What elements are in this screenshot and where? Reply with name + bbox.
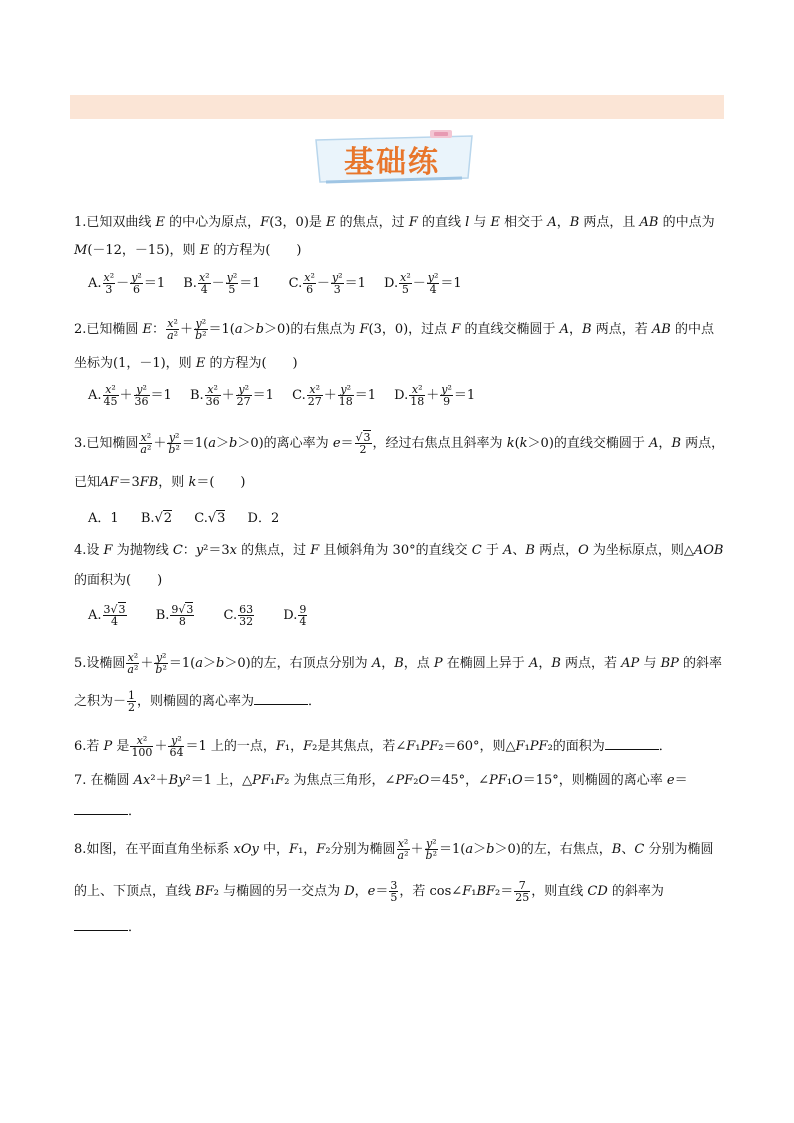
q4-option-c[interactable]: C. $\frac{63}{32}$ [223, 603, 254, 628]
header-band [70, 95, 724, 119]
question-2-options [88, 384, 489, 407]
question-7-line-2: ． [74, 802, 724, 822]
question-5-line-1: 5.设椭圆 $\frac{\text{x²}}{\text{a²}}$ ＋ $\frac{\text{y²}}{\text{b²}}$ ＝1(a＞b＞0)的左，右顶点分别为 A，B，点 P 在椭圆上异于 A，B 两点，若 AP 与 BP 的斜率 [74, 651, 723, 676]
section-banner [312, 130, 482, 188]
q1-option-a[interactable]: A. $\frac{\text{x²}}{3}$ － $\frac{\text{y²}}{6}$ ＝1 [88, 271, 166, 296]
question-2-line-2: 坐标为(1，－1)，则 E 的方程为( ) [74, 356, 298, 371]
question-8-line-3: ． [74, 918, 724, 938]
question-4-line-1: 4.设 F 为抛物线 C：y²＝3x 的焦点，过 F 且倾斜角为 30°的直线交 C 于 A、B 两点，O 为坐标原点，则△AOB [74, 543, 724, 558]
q2-option-d[interactable]: D. $\frac{\text{x²}}{18}$ ＋ $\frac{\text{y²}}{9}$ ＝1 [394, 383, 476, 408]
question-1-line-1: 1.已知双曲线 E 的中心为原点，F(3，0)是 E 的焦点，过 F 的直线 l 与 E 相交于 A，B 两点，且 AB 的中点为 [74, 215, 715, 230]
q4-option-a[interactable]: A. $\frac{3√3}{4}$ [88, 603, 126, 628]
answer-blank[interactable] [74, 918, 128, 931]
answer-blank[interactable] [74, 802, 128, 815]
q4-option-d[interactable]: D. $\frac{9}{4}$ [283, 603, 307, 628]
q1-option-d[interactable]: D. $\frac{\text{x²}}{5}$ － $\frac{\text{y²}}{4}$ ＝1 [384, 271, 462, 296]
q3-option-c[interactable]: C.√3 [194, 511, 226, 526]
question-5-line-2: 之积为－ $\frac{1}{2}$ ，则椭圆的离心率为 ． [74, 689, 322, 714]
answer-blank[interactable] [605, 737, 659, 750]
q3-option-d[interactable]: D．2 [247, 511, 280, 526]
q3-option-a[interactable]: A．1 [88, 511, 119, 526]
question-8-line-1: 8.如图，在平面直角坐标系 xOy 中，F₁，F₂分别为椭圆 $\frac{\text{x²}}{\text{a²}}$ ＋ $\frac{\text{y²}}{\text{b²}}$ ＝1(a＞b＞0)的左，右焦点，B、C 分别为椭圆 [74, 837, 714, 862]
q2-option-b[interactable]: B. $\frac{\text{x²}}{36}$ ＋ $\frac{\text{y²}}{27}$ ＝1 [189, 383, 274, 408]
q1-option-c[interactable]: C. $\frac{\text{x²}}{6}$ － $\frac{\text{y²}}{3}$ ＝1 [288, 271, 366, 296]
question-3-line-2: 已知AF＝3FB，则 k＝( ) [74, 475, 246, 490]
question-4-line-2: 的面积为( ) [74, 573, 163, 588]
q2-option-c[interactable]: C. $\frac{\text{x²}}{27}$ ＋ $\frac{\text{y²}}{18}$ ＝1 [292, 383, 377, 408]
question-7-line-1: 7. 在椭圆 Ax²＋By²＝1 上，△PF₁F₂ 为焦点三角形，∠PF₂O＝45°，∠PF₁O＝15°，则椭圆的离心率 e＝ [74, 773, 688, 788]
question-1-line-2: M(－12，－15)，则 E 的方程为( ) [74, 243, 302, 258]
question-8-line-2: 的上、下顶点，直线 BF₂ 与椭圆的另一交点为 D，e＝ $\frac{3}{5}$ ，若 cos∠F₁BF₂＝ $\frac{7}{25}$ ，则直线 CD 的斜率为 [74, 879, 664, 904]
question-6-line-1: 6.若 P 是 $\frac{\text{x²}}{100}$ ＋ $\frac{\text{y²}}{64}$ ＝1 上的一点，F₁，F₂是其焦点，若∠F₁PF₂＝60°，则△F₁PF₂的面积为 ． [74, 734, 672, 759]
question-4-options [88, 604, 322, 627]
question-1-options [88, 272, 476, 295]
q1-option-b[interactable]: B. $\frac{\text{x²}}{4}$ － $\frac{\text{y²}}{5}$ ＝1 [183, 271, 261, 296]
page-title: 基础练 [344, 145, 440, 180]
question-3-options [88, 509, 293, 530]
answer-blank[interactable] [254, 692, 308, 705]
q2-option-a[interactable]: A. $\frac{\text{x²}}{45}$ ＋ $\frac{\text{y²}}{36}$ ＝1 [88, 383, 172, 408]
q4-option-b[interactable]: B. $\frac{9√3}{8}$ [155, 603, 194, 628]
q3-option-b[interactable]: B.√2 [140, 511, 173, 526]
question-3-line-1: 3.已知椭圆 $\frac{\text{x²}}{\text{a²}}$ ＋ $\frac{\text{y²}}{\text{b²}}$ ＝1(a＞b＞0)的离心率为 e＝ $\frac{√3}{2}$ ，经过右焦点且斜率为 k(k＞0)的直线交椭圆于 A，B 两点， [74, 431, 725, 456]
question-2-line-1: 2.已知椭圆 E： $\frac{\text{x²}}{\text{a²}}$ ＋ $\frac{\text{y²}}{\text{b²}}$ ＝1(a＞b＞0)的右焦点为 F(3，0)，过点 F 的直线交椭圆于 A，B 两点，若 AB 的中点 [74, 317, 714, 342]
